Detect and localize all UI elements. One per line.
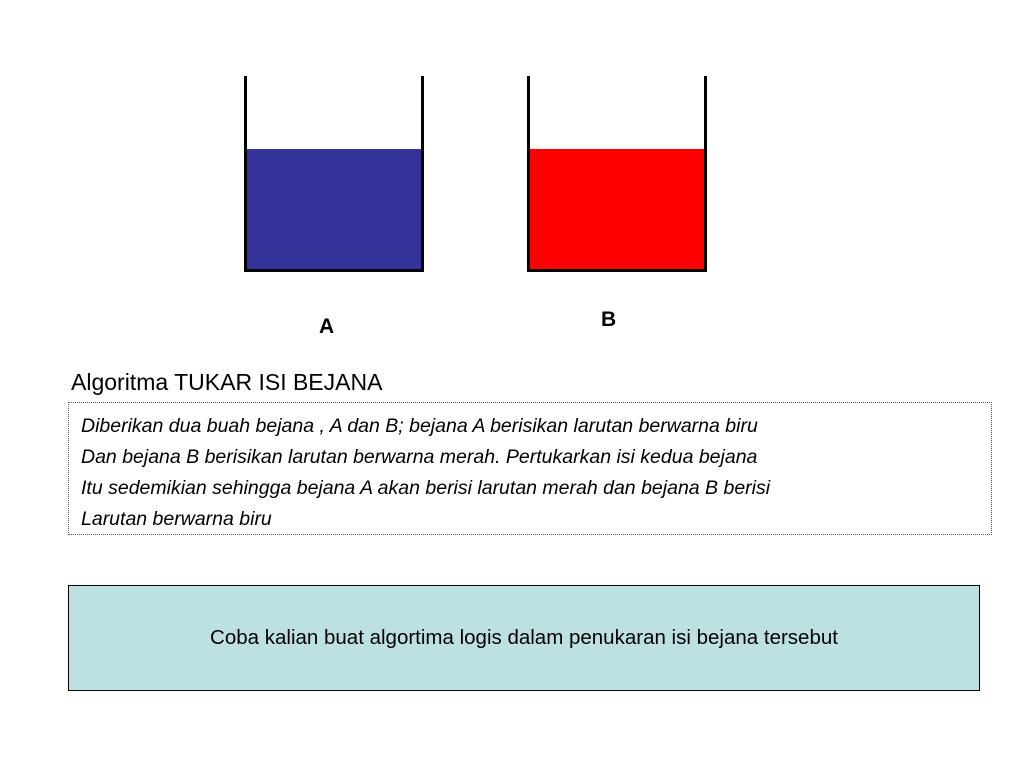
beaker-b-label: B (601, 308, 617, 331)
algorithm-title: Algoritma TUKAR ISI BEJANA (71, 369, 383, 395)
beaker-b (527, 76, 707, 272)
problem-description-box (68, 402, 992, 535)
description-line: Larutan berwarna biru (81, 508, 272, 530)
liquid-blue (247, 149, 421, 269)
description-line: Diberikan dua buah bejana , A dan B; bejana A berisikan larutan berwarna biru (81, 415, 758, 437)
beaker-b-bottom (527, 269, 707, 272)
beaker-a (244, 76, 424, 272)
beaker-a-left-wall (244, 76, 247, 272)
beaker-a-right-wall (421, 76, 424, 272)
beaker-a-bottom (244, 269, 424, 272)
beaker-b-left-wall (527, 76, 530, 272)
task-text: Coba kalian buat algortima logis dalam penukaran isi bejana tersebut (210, 626, 838, 649)
beaker-b-right-wall (704, 76, 707, 272)
liquid-red (530, 149, 704, 269)
description-line: Dan bejana B berisikan larutan berwarna merah. Pertukarkan isi kedua bejana (81, 446, 758, 468)
description-line: Itu sedemikian sehingga bejana A akan berisi larutan merah dan bejana B berisi (81, 477, 771, 499)
beaker-a-label: A (319, 315, 335, 338)
task-box (68, 585, 980, 691)
